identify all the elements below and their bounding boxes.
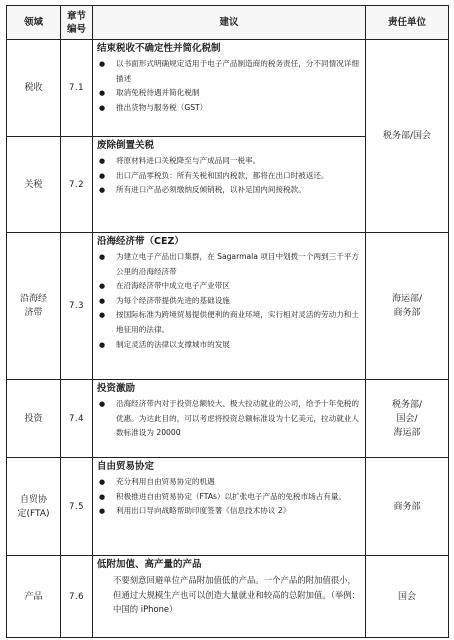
bullet-item: ● 出口产品零税负：所有关税和国内税款，都将在出口时被返还。 [97, 169, 362, 184]
suggestion-cell [93, 40, 366, 137]
bullet-list [97, 475, 362, 519]
header-field: 领域 [7, 6, 61, 40]
bullet-item: ● 取消免税待遇并简化税制 [97, 86, 362, 101]
bullet-item: ● 将原材料进口关税降至与产成品同一税率。 [97, 154, 362, 169]
chapter-cell: 7.2 [61, 137, 93, 233]
table-row [7, 233, 449, 380]
header-chapter: 章节 编号 [61, 6, 93, 40]
suggestion-text: 不要刻意回避单位产品附加值低的产品。一个产品的附加值很小，但通过大规模生产也可以创造大量就业和较高的总附加值。（举例：中国的 iPhone） [113, 575, 361, 615]
suggestion-title: 沿海经济带（CEZ） [97, 236, 184, 247]
recommendation-table [6, 5, 449, 638]
suggestion-title: 废除倒置关税 [97, 140, 155, 151]
bullet-item: ● 为每个经济带提供先进的基础设施 [97, 294, 362, 309]
header-suggestion: 建议 [93, 6, 366, 40]
table-row [7, 40, 449, 137]
chapter-cell: 7.1 [61, 40, 93, 137]
bullet-list [97, 250, 362, 352]
suggestion-title: 结束税收不确定性并简化税制 [97, 43, 221, 54]
suggestion-title: 低附加值、高产量的产品 [97, 559, 202, 570]
bullet-item: ● 积极推进自由贸易协定（FTAs）以扩张电子产品的免税市场占有量。 [97, 490, 362, 505]
chapter-cell: 7.4 [61, 380, 93, 458]
suggestion-cell [93, 137, 366, 233]
unit-cell: 国会 [366, 556, 449, 638]
table-row [7, 458, 449, 556]
unit-cell: 海运部/ 商务部 [366, 233, 449, 380]
bullet-item: ● 按国际标准为跨境贸易提供便利的商业环境，实行相对灵活的劳动力和土地征用的法律。 [97, 308, 362, 337]
bullet-item: ● 制定灵活的法律以支撑城市的发展 [97, 338, 362, 353]
field-cell: 投资 [7, 380, 61, 458]
bullet-item: ● 沿海经济带内对于投资总额较大、极大拉动就业的公司，给予十年免税的优惠。为达此目的，可以考虑将投资总额标准设为十亿美元，拉动就业人数标准设为 20000 [97, 397, 362, 441]
suggestion-title: 自由贸易协定 [97, 461, 155, 472]
suggestion-cell [93, 556, 366, 638]
suggestion-cell [93, 233, 366, 380]
field-cell: 自贸协 定(FTA) [7, 458, 61, 556]
recommendation-table-document [6, 5, 448, 638]
bullet-item: ● 充分利用自由贸易协定的机遇 [97, 475, 362, 490]
bullet-item: ● 以书面形式明确规定适用于电子产品制造商的税务责任，分不同情况详细描述 [97, 57, 362, 86]
unit-cell: 商务部 [366, 458, 449, 556]
bullet-item: ● 推出货物与服务税（GST） [97, 101, 362, 116]
chapter-cell: 7.6 [61, 556, 93, 638]
header-row [7, 6, 449, 40]
suggestion-cell [93, 458, 366, 556]
field-cell: 沿海经 济带 [7, 233, 61, 380]
chapter-cell: 7.3 [61, 233, 93, 380]
field-cell: 关税 [7, 137, 61, 233]
bullet-list [97, 154, 362, 198]
unit-cell: 税务部/ 国会/ 海运部 [366, 380, 449, 458]
field-cell: 税收 [7, 40, 61, 137]
bullet-list [97, 397, 362, 441]
suggestion-cell [93, 380, 366, 458]
unit-cell: 税务部/国会 [366, 40, 449, 233]
header-unit: 责任单位 [366, 6, 449, 40]
bullet-item: ● 利用出口导向战略帮助印度签署《信息技术协议 2》 [97, 504, 362, 519]
table-row [7, 556, 449, 638]
suggestion-title: 投资激励 [97, 383, 136, 394]
table-row [7, 380, 449, 458]
bullet-item: ● 所有进口产品必须缴纳反倾销税，以补足国内间接税款。 [97, 183, 362, 198]
bullet-list [97, 57, 362, 115]
bullet-item: ● 为建立电子产品出口集群，在 Sagarmala 项目中划拨一个两到三千平方公里的沿海经济带 [97, 250, 362, 279]
field-cell: 产品 [7, 556, 61, 638]
bullet-item: ● 在沿海经济带中成立电子产业带区 [97, 279, 362, 294]
chapter-cell: 7.5 [61, 458, 93, 556]
